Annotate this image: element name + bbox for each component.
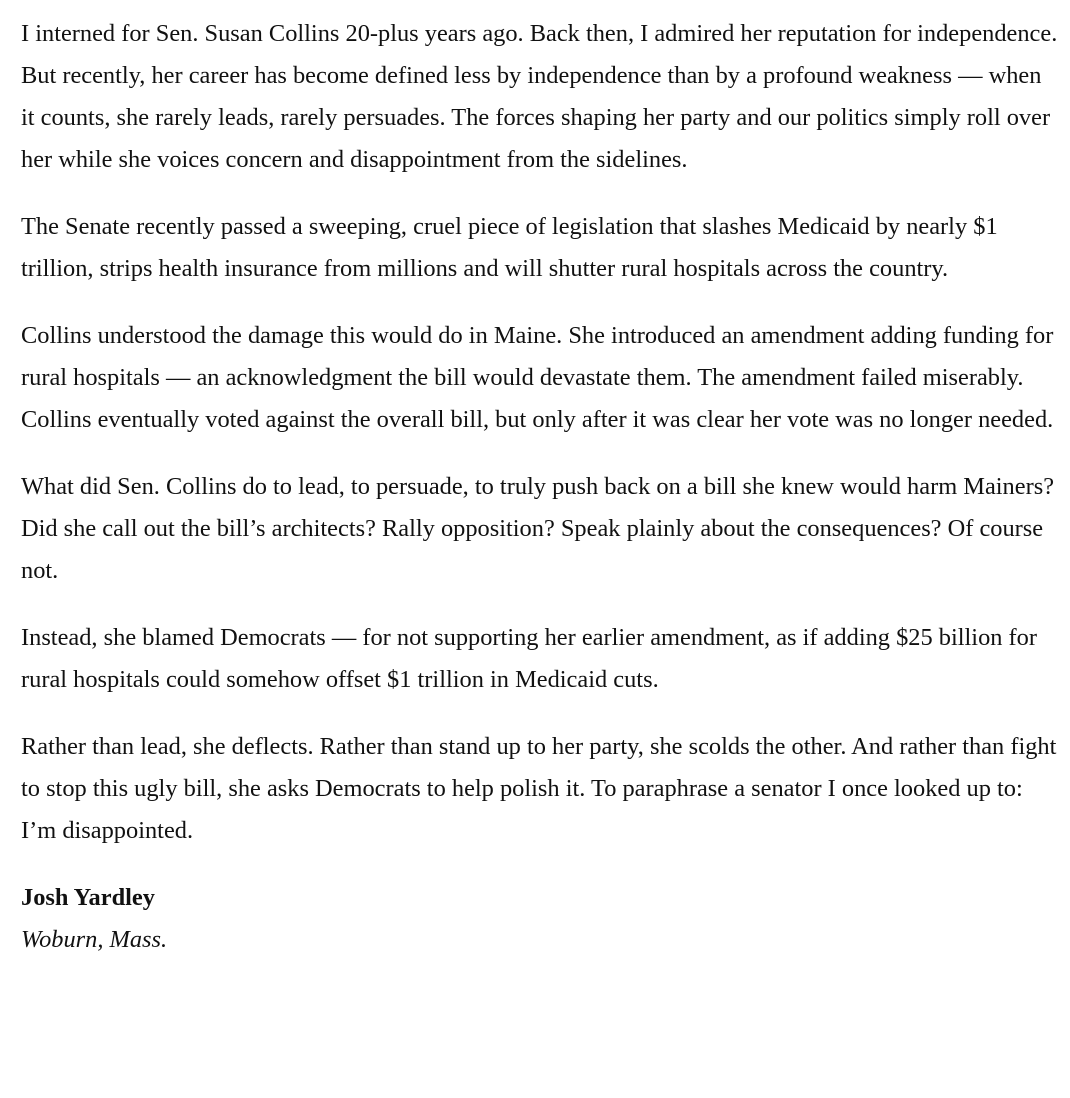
- letter-paragraph-3: Collins understood the damage this would do in Maine. She introduced an amendment adding funding for rural hospitals — an acknowledgment the bill would devastate them. The amendment failed miserably. Collins eventually voted against the overall bill, but only after it was clear her vote was no longer needed.: [21, 322, 1054, 433]
- signature: [21, 877, 1061, 961]
- letter-paragraph-5: Instead, she blamed Democrats — for not supporting her earlier amendment, as if adding $25 billion for rural hospitals could somehow offset $1 trillion in Medicaid cuts.: [21, 624, 1037, 693]
- letter-paragraph-2: The Senate recently passed a sweeping, cruel piece of legislation that slashes Medicaid by nearly $1 trillion, strips health insurance from millions and will shutter rural hospitals across the country.: [21, 213, 998, 282]
- letter-paragraph-1: I interned for Sen. Susan Collins 20-plus years ago. Back then, I admired her reputation for independence. But recently, her career has become defined less by independence than by a profound weakness — when it counts, she rarely leads, rarely persuades. The forces shaping her party and our politics simply roll over her while she voices concern and disappointment from the sidelines.: [21, 20, 1058, 173]
- letter-paragraph-6: Rather than lead, she deflects. Rather than stand up to her party, she scolds the other. And rather than fight to stop this ugly bill, she asks Democrats to help polish it. To paraphrase a senator I once looked up to: I’m disappointed.: [21, 733, 1057, 844]
- author-name: Josh Yardley: [21, 884, 155, 911]
- letter-body: [21, 13, 1061, 961]
- author-location: Woburn, Mass.: [21, 926, 168, 953]
- letter-paragraph-4: What did Sen. Collins do to lead, to persuade, to truly push back on a bill she knew would harm Mainers? Did she call out the bill’s architects? Rally opposition? Speak plainly about the consequences? Of course not.: [21, 473, 1055, 584]
